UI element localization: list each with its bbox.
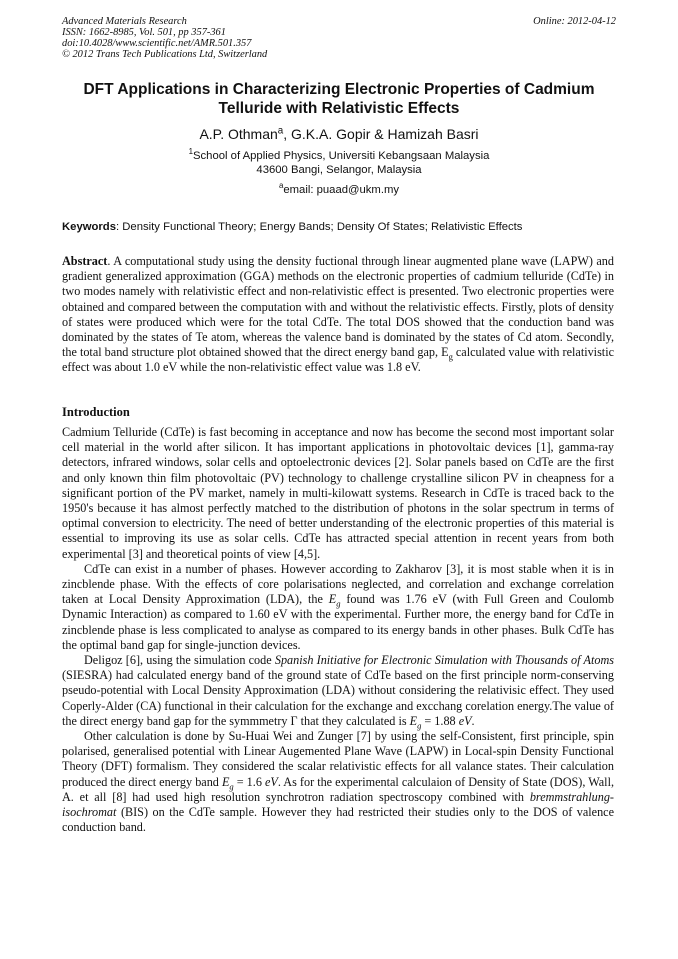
- email-sup: a: [278, 181, 284, 191]
- doi-line: doi:10.4028/www.scientific.net/AMR.501.357: [62, 38, 252, 49]
- p3-text-a: Deligoz [6], using the simulation code: [84, 653, 275, 668]
- author-rest: , G.K.A. Gopir & Hamizah Basri: [283, 126, 479, 142]
- author-1: A.P. Othman: [199, 126, 278, 142]
- p4-text-a: Other calculation is done by Su-Huai Wei and Zunger [7] by using the self-Consistent, first principle, spin polarised, generalised potential with Linear Augemented Plane Wave (LAPW) in Local-spin Density Functional Theory (DFT) formalism. They considered the scalar relativistic effects for all valance states. Their calculation produced the direct energy band: [62, 729, 614, 789]
- p4-math: E: [221, 774, 230, 789]
- introduction-body: [62, 425, 614, 835]
- abstract-text-2: calculated value with relativistic effect was about 1.0 eV while the non-relativistic effect value was 1.8 eV.: [62, 345, 614, 375]
- p3-italic: Spanish Initiative for Electronic Simulation with Thousands of Atoms: [274, 653, 614, 668]
- journal-header: [62, 16, 616, 60]
- keywords-label: Keywords: [62, 221, 116, 233]
- keywords: [62, 220, 622, 234]
- author-list: [62, 126, 616, 142]
- issn-line: ISSN: 1662-8985, Vol. 501, pp 357-361: [62, 27, 226, 38]
- intro-paragraph-3: [62, 653, 614, 729]
- online-date: Online: 2012-04-12: [533, 16, 616, 27]
- email-text: email: puaad@ukm.my: [283, 184, 400, 196]
- abstract-text-1: . A computational study using the density fuctional through linear augmented plane wave (LAPW) and gradient generalized approximation (GGA) methods on the electronic properties of cadmium telluride (CdTe) in two modes namely with relativistic effect and non-relativistic effect is presented. Two electronic properties were obtained and compared between the computation with and without the relativistic effects. Firstly, plots of density of states were produced which were for the total CdTe. The total DOS showed that the conduction band was dominated by the states of Te atom, whereas the valence band is dominated by the states of Cd atom. Secondly, the total band structure plot obtained showed that the direct energy band gap, E: [62, 254, 614, 360]
- author-email: [62, 183, 616, 197]
- abstract: [62, 254, 614, 376]
- paper-title: DFT Applications in Characterizing Electronic Properties of Cadmium Telluride with Relativistic Effects: [83, 81, 595, 117]
- affiliation-line-1: School of Applied Physics, Universiti Kebangsaan Malaysia: [193, 150, 490, 162]
- p3-sub: g: [417, 720, 422, 731]
- p2-text-b: found was 1.76 eV (with Full Green and Coulomb Dynamic Interaction) as compared to 1.60 eV with the experimental. Further more, the energy band for CdTe in zincblende phase is less complicated to analyse as compared to its energy bands in other phases. Bulk CdTe has the optimal band gap for single-junction devices.: [62, 592, 614, 652]
- p2-text-a: CdTe can exist in a number of phases. However according to Zakharov [3], it is most stable when it is in zincblende phase. With the effects of core polarisations neglected, and correlation and exchange correlation taken at Local Density Approximation (LDA), the: [62, 561, 614, 607]
- p3-text-b: (SIESRA) had calculated energy band of the ground state of CdTe based on the first principle norm-conserving pseudo-potential with Local Density Approximation (LDA) without considering the relativisic effect. They used Coperly-Alder (CA) functional in their calculation for the exchange and excchang corelation energy.The value of the direct energy band gap for the symmmetry Γ that they calculated is: [62, 668, 614, 728]
- intro-paragraph-2: [62, 562, 614, 653]
- p4-sub: g: [229, 781, 234, 792]
- p4-text-c: (BIS) on the CdTe sample. However they had restricted their studies only to the DOS of valence conduction band.: [62, 805, 614, 835]
- copyright-line: © 2012 Trans Tech Publications Ltd, Switzerland: [62, 49, 268, 60]
- p3-eq: = 1.88: [421, 713, 459, 728]
- affiliation: [62, 149, 616, 177]
- p3-unit: eV: [458, 713, 472, 728]
- p3-text-c: .: [471, 713, 475, 728]
- p2-math: E: [328, 592, 337, 607]
- abstract-sub: g: [448, 351, 453, 362]
- intro-paragraph-4: [62, 729, 614, 835]
- keywords-text: : Density Functional Theory; Energy Bands; Density Of States; Relativistic Effects: [116, 221, 523, 233]
- intro-paragraph-1: Cadmium Telluride (CdTe) is fast becoming in acceptance and now has become the second most important solar cell material in the world after silicon. It has important applications in photovoltaic devices [1], gamma-ray detectors, infrared windows, solar cells and optoelectronic devices [2]. Solar panels based on CdTe are the first and only known thin film photovoltaic (PV) technology to challenge crystalline silicon PV in cheapness for a significant portion of the PV market, namely in multi-kilowatt systems. Research in CdTe is traced back to the 1950's because it has almost perfectly matched to the distribution of photons in the solar spectrum in terms of optimal conversion to electricity. The need of better understanding of the electronic properties of this material is essential to improving its use as solar cells. CdTe has attracted special attention in recent years from both experimental [3] and theoretical points of view [4,5].: [62, 425, 614, 561]
- journal-name: Advanced Materials Research: [62, 16, 187, 27]
- affiliation-sup: 1: [188, 147, 193, 157]
- p3-math: E: [409, 713, 418, 728]
- p4-italic: bremmstrahlung-isochromat: [62, 789, 614, 820]
- author-1-sup: a: [277, 125, 284, 137]
- p4-eq: = 1.6: [233, 774, 265, 789]
- introduction-heading: Introduction: [62, 405, 130, 419]
- p4-text-b: . As for the experimental calculaion of Density of State (DOS), Wall, A. et all [8] had used high resolution synchrotron radiation spectroscopy combined with: [62, 774, 614, 804]
- p2-sub: g: [336, 598, 341, 609]
- p4-unit: eV: [265, 774, 278, 789]
- affiliation-line-2: 43600 Bangi, Selangor, Malaysia: [256, 164, 422, 176]
- abstract-label: Abstract: [62, 254, 108, 268]
